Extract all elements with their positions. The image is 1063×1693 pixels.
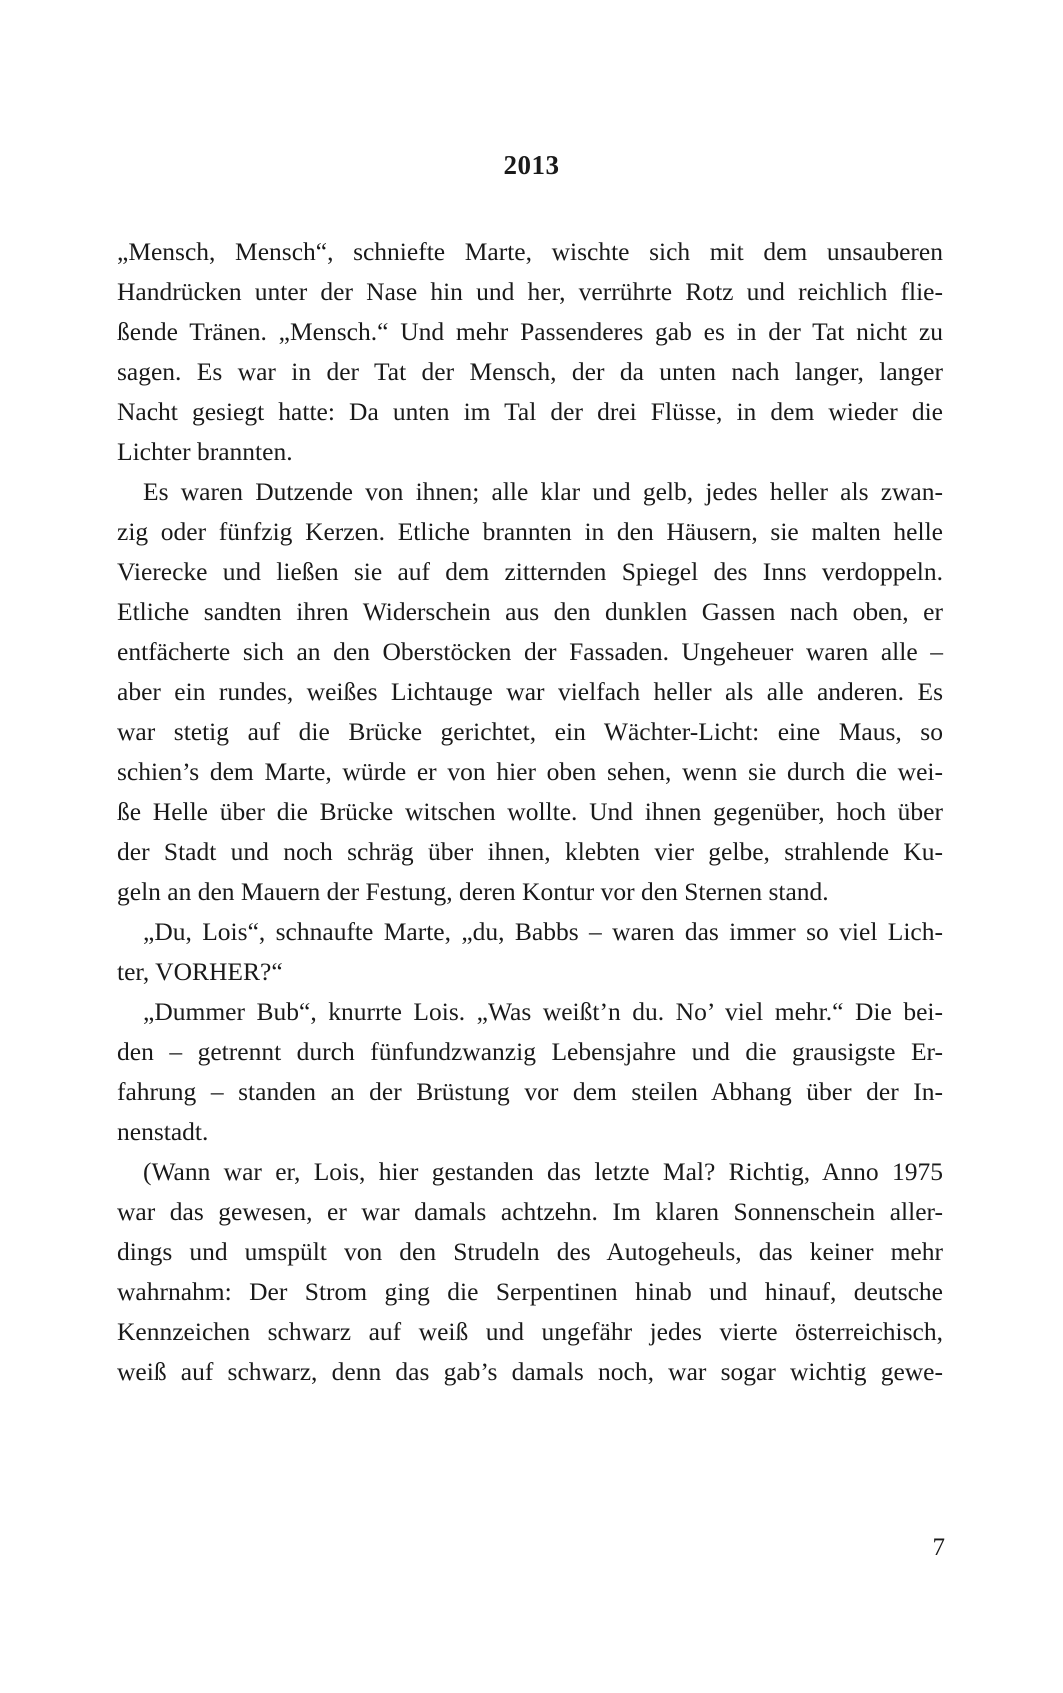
text-line: Etliche sandten ihren Widerschein aus den dunklen Gassen nach oben, er bbox=[117, 597, 943, 626]
text-line: aber ein rundes, weißes Lichtauge war vielfach heller als alle anderen. Es bbox=[117, 677, 943, 706]
text-line: der Stadt und noch schräg über ihnen, klebten vier gelbe, strahlende Ku- bbox=[117, 837, 943, 866]
text-line: den – getrennt durch fünfundzwanzig Lebensjahre und die grausigste Er- bbox=[117, 1037, 943, 1066]
paragraph bbox=[117, 232, 943, 472]
text-line: weiß auf schwarz, denn das gab’s damals noch, war sogar wichtig gewe- bbox=[117, 1357, 943, 1386]
text-line: war stetig auf die Brücke gerichtet, ein Wächter-Licht: eine Maus, so bbox=[117, 717, 943, 746]
text-line: war das gewesen, er war damals achtzehn. Im klaren Sonnenschein aller- bbox=[117, 1197, 943, 1226]
text-line: sagen. Es war in der Tat der Mensch, der da unten nach langer, langer bbox=[117, 357, 943, 386]
paragraph bbox=[117, 992, 943, 1152]
text-line: Lichter brannten. bbox=[117, 437, 293, 466]
paragraph bbox=[117, 912, 943, 992]
text-line: geln an den Mauern der Festung, deren Kontur vor den Sternen stand. bbox=[117, 877, 829, 906]
text-line: Vierecke und ließen sie auf dem zitternden Spiegel des Inns verdoppeln. bbox=[117, 557, 943, 586]
page-number: 7 bbox=[932, 1534, 945, 1561]
text-line: entfächerte sich an den Oberstöcken der Fassaden. Ungeheuer waren alle – bbox=[117, 637, 943, 666]
text-line: ter, VORHER?“ bbox=[117, 957, 283, 986]
text-line: nenstadt. bbox=[117, 1117, 209, 1146]
text-line: dings und umspült von den Strudeln des Autogeheuls, das keiner mehr bbox=[117, 1237, 943, 1266]
text-line: schien’s dem Marte, würde er von hier oben sehen, wenn sie durch die wei- bbox=[117, 757, 943, 786]
text-line: Handrücken unter der Nase hin und her, verrührte Rotz und reichlich flie- bbox=[117, 277, 943, 306]
text-line: „Du, Lois“, schnaufte Marte, „du, Babbs – waren das immer so viel Lich- bbox=[143, 917, 943, 946]
text-line: ße Helle über die Brücke witschen wollte. Und ihnen gegenüber, hoch über bbox=[117, 797, 943, 826]
text-line: „Mensch, Mensch“, schniefte Marte, wischte sich mit dem unsauberen bbox=[117, 237, 943, 266]
paragraph bbox=[117, 472, 943, 912]
chapter-heading: 2013 bbox=[503, 150, 560, 180]
text-line: wahrnahm: Der Strom ging die Serpentinen hinab und hinauf, deutsche bbox=[117, 1277, 943, 1306]
text-line: ßende Tränen. „Mensch.“ Und mehr Passenderes gab es in der Tat nicht zu bbox=[117, 317, 943, 346]
text-line: zig oder fünfzig Kerzen. Etliche brannten in den Häusern, sie malten helle bbox=[117, 517, 943, 546]
text-line: Nacht gesiegt hatte: Da unten im Tal der drei Flüsse, in dem wieder die bbox=[117, 397, 943, 426]
paragraph bbox=[117, 1152, 943, 1392]
text-line: Kennzeichen schwarz auf weiß und ungefähr jedes vierte österreichisch, bbox=[117, 1317, 943, 1346]
text-line: fahrung – standen an der Brüstung vor dem steilen Abhang über der In- bbox=[117, 1077, 943, 1106]
text-line: „Dummer Bub“, knurrte Lois. „Was weißt’n du. No’ viel mehr.“ Die bei- bbox=[143, 997, 943, 1026]
text-line: Es waren Dutzende von ihnen; alle klar und gelb, jedes heller als zwan- bbox=[143, 477, 943, 506]
body-text bbox=[117, 232, 943, 1392]
text-line: (Wann war er, Lois, hier gestanden das letzte Mal? Richtig, Anno 1975 bbox=[143, 1157, 943, 1186]
